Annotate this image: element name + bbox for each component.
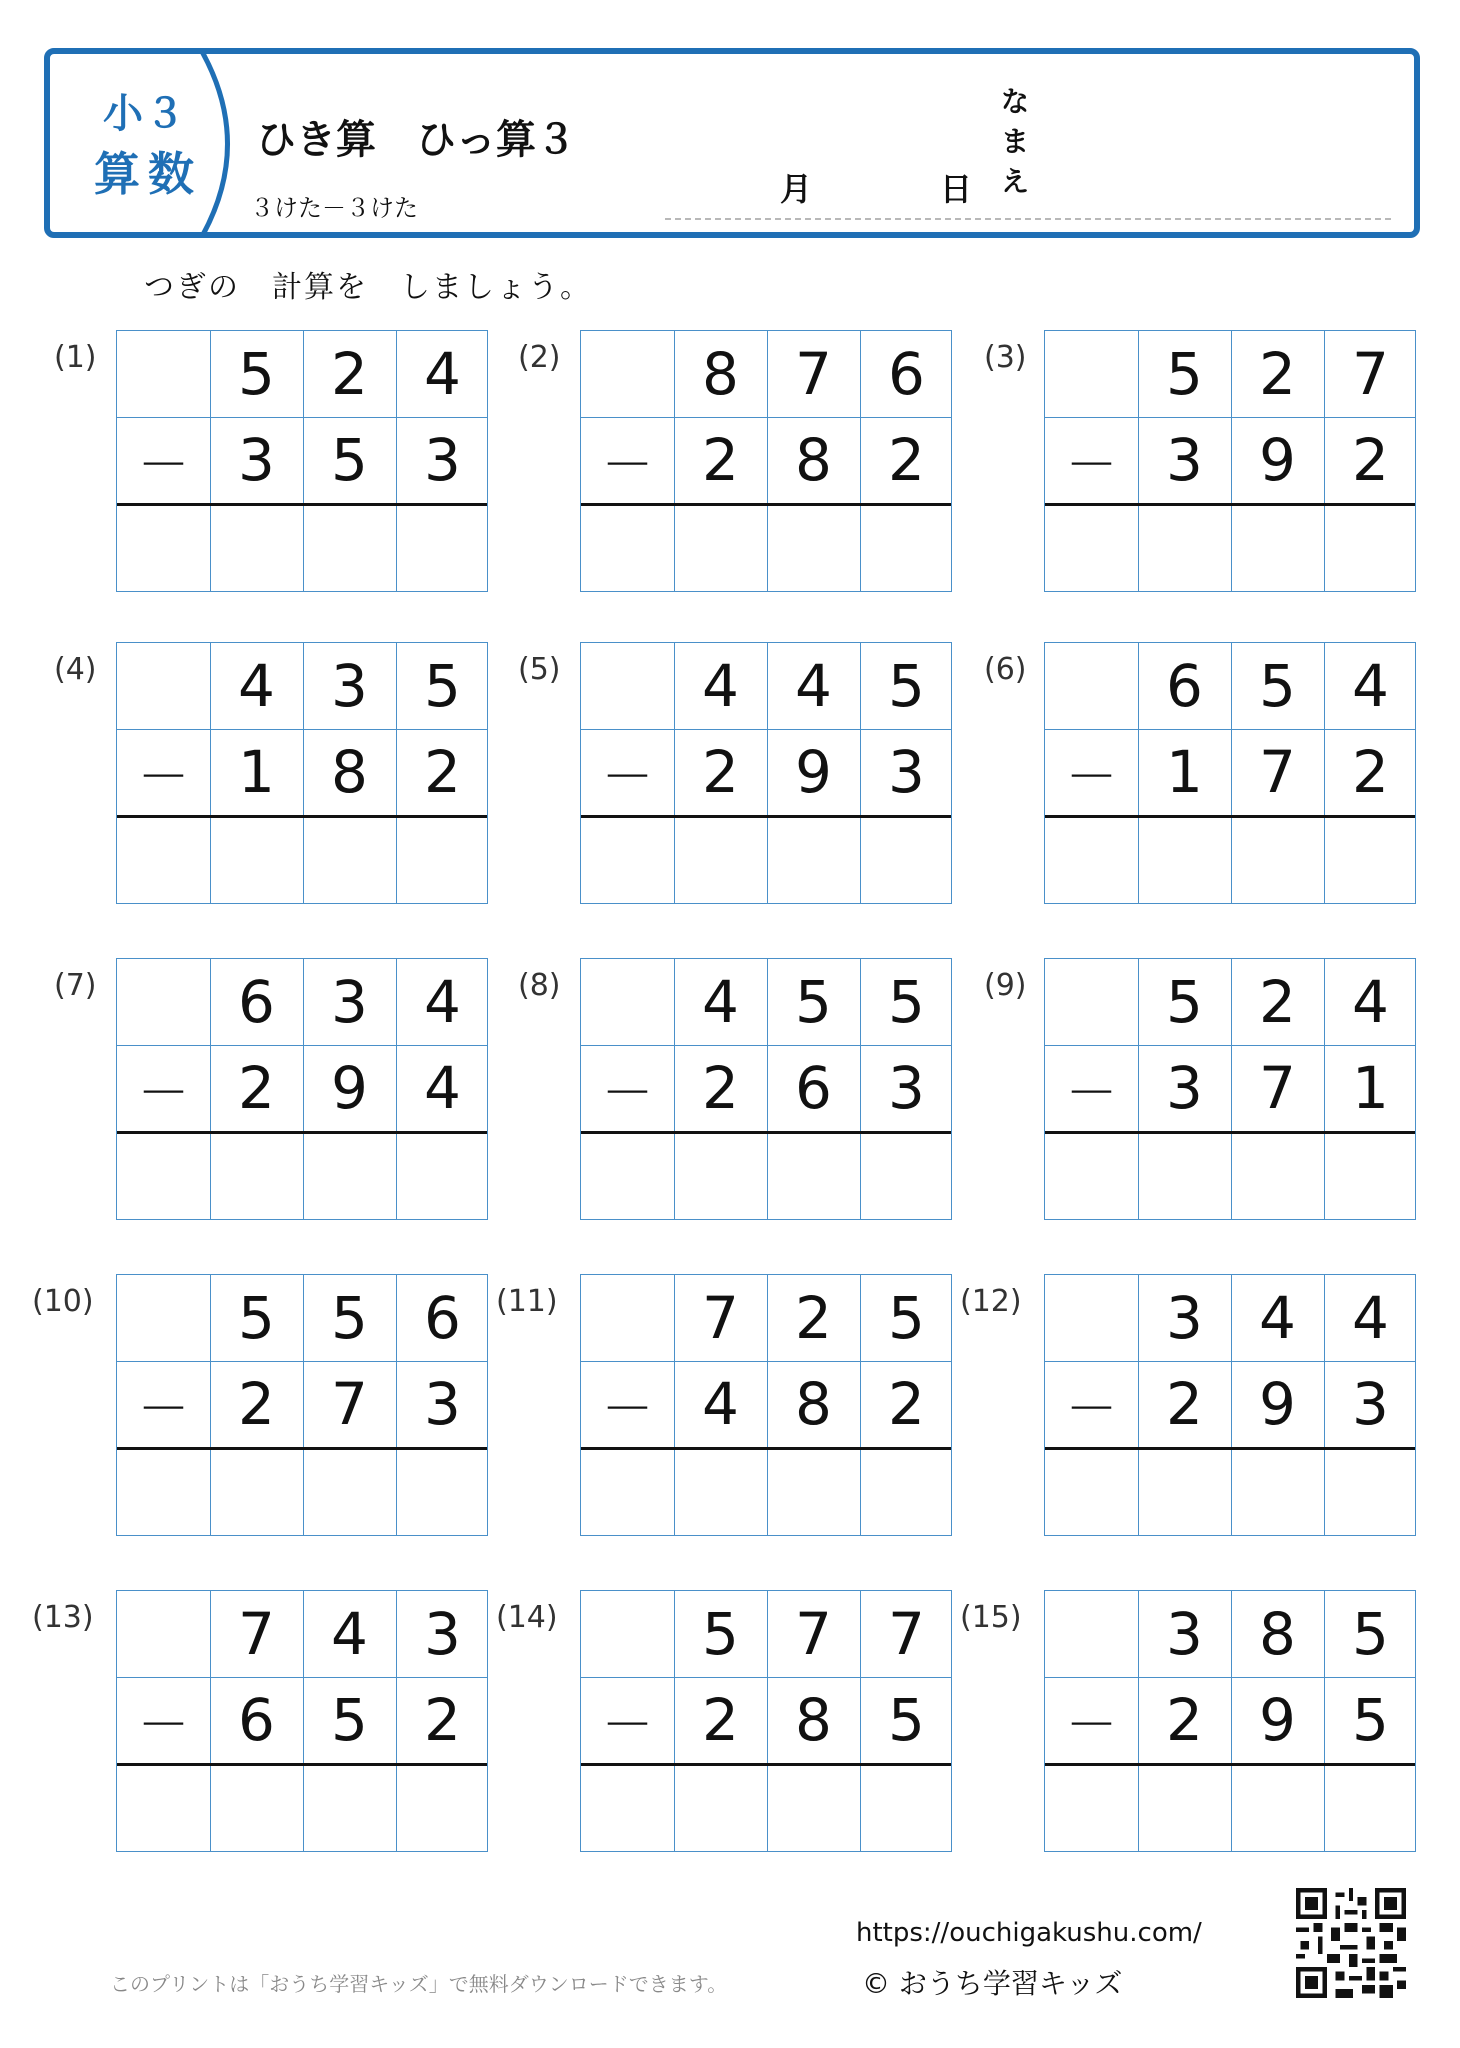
name-write-line	[665, 218, 1391, 220]
problem-number: (12)	[960, 1284, 1022, 1319]
subtrahend-digit: 5	[331, 426, 368, 494]
answer-cell[interactable]	[581, 817, 674, 903]
minuend-digit: 4	[1352, 968, 1389, 1036]
problem-number: (5)	[518, 652, 561, 687]
subtrahend-digit: 1	[1166, 738, 1203, 806]
footer-note: このプリントは「おうち学習キッズ」で無料ダウンロードできます。	[110, 1972, 728, 1996]
answer-cell[interactable]	[767, 1765, 860, 1851]
subtrahend-digit: 3	[888, 738, 925, 806]
problem-grid	[116, 1274, 488, 1536]
answer-cell[interactable]	[581, 505, 674, 591]
subtrahend-digit: 2	[702, 738, 739, 806]
month-label: 月	[780, 170, 813, 208]
minuend-digit: 4	[702, 652, 739, 720]
minuend-digit: 7	[795, 340, 832, 408]
answer-cell[interactable]	[860, 1133, 953, 1219]
subtrahend-digit: 2	[702, 426, 739, 494]
minuend-digit: 5	[238, 1284, 275, 1352]
answer-cell[interactable]	[1324, 1133, 1417, 1219]
answer-cell[interactable]	[1324, 505, 1417, 591]
answer-cell[interactable]	[303, 1449, 396, 1535]
subtrahend-digit: 2	[888, 1370, 925, 1438]
minuend-digit: 6	[1166, 652, 1203, 720]
qr-code-icon	[1296, 1888, 1406, 1998]
minuend-digit: 5	[888, 652, 925, 720]
grade-label: 小３	[103, 91, 187, 137]
answer-cell[interactable]	[767, 1449, 860, 1535]
minuend-digit: 7	[238, 1600, 275, 1668]
minuend-digit: 5	[424, 652, 461, 720]
problem-grid	[1044, 1590, 1416, 1852]
subtrahend-digit: 1	[238, 738, 275, 806]
minuend-digit: 7	[1352, 340, 1389, 408]
problem-grid	[580, 958, 952, 1220]
minuend-digit: 6	[888, 340, 925, 408]
subtrahend-digit: 8	[795, 426, 832, 494]
minuend-digit: 4	[1259, 1284, 1296, 1352]
subtrahend-digit: 2	[702, 1054, 739, 1122]
minuend-digit: 4	[702, 968, 739, 1036]
answer-cell[interactable]	[860, 1449, 953, 1535]
answer-cell[interactable]	[396, 1765, 489, 1851]
subtrahend-digit: 3	[238, 426, 275, 494]
name-label-char: な	[1000, 85, 1029, 118]
problem-grid	[580, 330, 952, 592]
answer-cell[interactable]	[767, 505, 860, 591]
answer-cell[interactable]	[674, 1133, 767, 1219]
subtrahend-digit: 2	[1352, 426, 1389, 494]
problem-number: (4)	[54, 652, 97, 687]
answer-cell[interactable]	[1138, 1449, 1231, 1535]
subtrahend-digit: 1	[1352, 1054, 1389, 1122]
minuend-digit: 3	[424, 1600, 461, 1668]
minuend-digit: 4	[1352, 652, 1389, 720]
subtrahend-digit: 2	[1166, 1686, 1203, 1754]
minuend-digit: 6	[238, 968, 275, 1036]
subtrahend-digit: 3	[1166, 1054, 1203, 1122]
minuend-digit: 5	[331, 1284, 368, 1352]
minuend-digit: 6	[424, 1284, 461, 1352]
minuend-digit: 5	[1259, 652, 1296, 720]
problem-grid	[116, 642, 488, 904]
day-label: 日	[940, 170, 973, 208]
problem-7	[54, 958, 488, 1220]
minus-sign: －	[1065, 1379, 1118, 1440]
minus-sign: －	[1065, 435, 1118, 496]
name-label-char: え	[1000, 165, 1029, 198]
answer-cell[interactable]	[1324, 1765, 1417, 1851]
minuend-digit: 5	[238, 340, 275, 408]
problem-number: (1)	[54, 340, 97, 375]
minus-sign: －	[1065, 1063, 1118, 1124]
answer-cell[interactable]	[1138, 1765, 1231, 1851]
minuend-digit: 3	[1166, 1600, 1203, 1668]
minuend-digit: 2	[1259, 968, 1296, 1036]
problem-14	[496, 1590, 952, 1852]
subtrahend-digit: 8	[331, 738, 368, 806]
answer-cell[interactable]	[860, 817, 953, 903]
answer-cell[interactable]	[210, 817, 303, 903]
answer-cell[interactable]	[1231, 1449, 1324, 1535]
subtrahend-digit: 7	[1259, 1054, 1296, 1122]
minus-sign: －	[137, 1379, 190, 1440]
answer-cell[interactable]	[581, 1449, 674, 1535]
subtrahend-digit: 3	[1166, 426, 1203, 494]
problem-number: (13)	[32, 1600, 94, 1635]
subtrahend-digit: 3	[424, 426, 461, 494]
subtrahend-digit: 2	[1352, 738, 1389, 806]
answer-cell[interactable]	[210, 505, 303, 591]
minuend-digit: 4	[424, 968, 461, 1036]
answer-cell[interactable]	[1324, 1449, 1417, 1535]
minuend-digit: 4	[424, 340, 461, 408]
answer-cell[interactable]	[117, 505, 210, 591]
minuend-digit: 8	[1259, 1600, 1296, 1668]
minuend-digit: 3	[331, 652, 368, 720]
subtrahend-digit: 3	[424, 1370, 461, 1438]
subtrahend-digit: 2	[238, 1054, 275, 1122]
minuend-digit: 2	[795, 1284, 832, 1352]
problem-number: (11)	[496, 1284, 558, 1319]
subtrahend-digit: 2	[702, 1686, 739, 1754]
problem-1	[54, 330, 488, 592]
answer-cell[interactable]	[396, 817, 489, 903]
answer-cell[interactable]	[1324, 817, 1417, 903]
answer-cell[interactable]	[396, 505, 489, 591]
name-label	[998, 82, 1032, 202]
minuend-digit: 5	[702, 1600, 739, 1668]
answer-cell[interactable]	[1138, 505, 1231, 591]
minuend-digit: 4	[795, 652, 832, 720]
problem-6	[984, 642, 1416, 904]
problem-grid	[580, 1274, 952, 1536]
subtrahend-digit: 8	[795, 1370, 832, 1438]
subtrahend-digit: 2	[1166, 1370, 1203, 1438]
site-url-link[interactable]: https://ouchigakushu.com/	[856, 1918, 1202, 1948]
answer-cell[interactable]	[303, 817, 396, 903]
answer-cell[interactable]	[396, 1133, 489, 1219]
minuend-digit: 2	[331, 340, 368, 408]
minuend-digit: 3	[331, 968, 368, 1036]
subtrahend-digit: 6	[795, 1054, 832, 1122]
page-title: ひき算 ひっ算３	[256, 117, 576, 163]
problem-11	[496, 1274, 952, 1536]
minus-sign: －	[137, 1695, 190, 1756]
minus-sign: －	[601, 1063, 654, 1124]
copyright-text: © おうち学習キッズ	[862, 1967, 1123, 2000]
problem-grid	[1044, 330, 1416, 592]
subtrahend-digit: 2	[424, 1686, 461, 1754]
answer-cell[interactable]	[674, 1765, 767, 1851]
minus-sign: －	[601, 435, 654, 496]
subtrahend-digit: 5	[888, 1686, 925, 1754]
problem-number: (8)	[518, 968, 561, 1003]
problem-10	[32, 1274, 488, 1536]
subtrahend-digit: 2	[424, 738, 461, 806]
minuend-digit: 4	[1352, 1284, 1389, 1352]
subtrahend-digit: 9	[1259, 1370, 1296, 1438]
answer-cell[interactable]	[1045, 1765, 1138, 1851]
problem-12	[960, 1274, 1416, 1536]
subtrahend-digit: 6	[238, 1686, 275, 1754]
subtrahend-digit: 2	[888, 426, 925, 494]
minuend-digit: 5	[1166, 340, 1203, 408]
subtrahend-digit: 4	[702, 1370, 739, 1438]
answer-cell[interactable]	[1138, 1133, 1231, 1219]
minuend-digit: 7	[888, 1600, 925, 1668]
problem-9	[984, 958, 1416, 1220]
answer-cell[interactable]	[303, 505, 396, 591]
minus-sign: －	[137, 435, 190, 496]
problem-number: (7)	[54, 968, 97, 1003]
subtrahend-digit: 9	[795, 738, 832, 806]
name-label-char: ま	[1000, 125, 1029, 158]
subtrahend-digit: 9	[1259, 1686, 1296, 1754]
answer-cell[interactable]	[1231, 1133, 1324, 1219]
answer-cell[interactable]	[581, 1133, 674, 1219]
minus-sign: －	[601, 747, 654, 808]
subtrahend-digit: 7	[331, 1370, 368, 1438]
minuend-digit: 5	[888, 968, 925, 1036]
answer-cell[interactable]	[674, 1449, 767, 1535]
minuend-digit: 7	[795, 1600, 832, 1668]
answer-cell[interactable]	[117, 817, 210, 903]
problem-grid	[1044, 1274, 1416, 1536]
subject-label: 算数	[94, 147, 202, 201]
answer-cell[interactable]	[1231, 505, 1324, 591]
problem-number: (9)	[984, 968, 1027, 1003]
minus-sign: －	[137, 747, 190, 808]
problem-3	[984, 330, 1416, 592]
problem-number: (14)	[496, 1600, 558, 1635]
answer-cell[interactable]	[1231, 817, 1324, 903]
problem-grid	[116, 1590, 488, 1852]
subtrahend-digit: 7	[1259, 738, 1296, 806]
answer-cell[interactable]	[1045, 1449, 1138, 1535]
answer-cell[interactable]	[674, 817, 767, 903]
answer-cell[interactable]	[1231, 1765, 1324, 1851]
answer-cell[interactable]	[767, 1133, 860, 1219]
subtrahend-digit: 5	[1352, 1686, 1389, 1754]
subtrahend-digit: 8	[795, 1686, 832, 1754]
answer-cell[interactable]	[674, 505, 767, 591]
problem-5	[518, 642, 952, 904]
answer-cell[interactable]	[1045, 817, 1138, 903]
problem-number: (15)	[960, 1600, 1022, 1635]
subtrahend-digit: 9	[331, 1054, 368, 1122]
problem-grid	[580, 1590, 952, 1852]
minuend-digit: 5	[1166, 968, 1203, 1036]
page-subtitle: ３けた－３けた	[250, 194, 418, 222]
answer-cell[interactable]	[581, 1765, 674, 1851]
minuend-digit: 5	[888, 1284, 925, 1352]
answer-cell[interactable]	[303, 1765, 396, 1851]
minuend-digit: 5	[1352, 1600, 1389, 1668]
problem-8	[518, 958, 952, 1220]
minuend-digit: 7	[702, 1284, 739, 1352]
subtrahend-digit: 5	[331, 1686, 368, 1754]
minuend-digit: 4	[331, 1600, 368, 1668]
problem-number: (10)	[32, 1284, 94, 1319]
subtrahend-digit: 3	[1352, 1370, 1389, 1438]
problem-13	[32, 1590, 488, 1852]
subtrahend-digit: 9	[1259, 426, 1296, 494]
minuend-digit: 2	[1259, 340, 1296, 408]
answer-cell[interactable]	[1138, 817, 1231, 903]
instruction-text: つぎの 計算を しましょう。	[144, 270, 592, 305]
problem-15	[960, 1590, 1416, 1852]
answer-cell[interactable]	[860, 505, 953, 591]
answer-cell[interactable]	[117, 1133, 210, 1219]
answer-cell[interactable]	[767, 817, 860, 903]
answer-cell[interactable]	[1045, 505, 1138, 591]
answer-cell[interactable]	[210, 1133, 303, 1219]
problem-number: (3)	[984, 340, 1027, 375]
answer-cell[interactable]	[1045, 1133, 1138, 1219]
answer-cell[interactable]	[210, 1765, 303, 1851]
answer-cell[interactable]	[210, 1449, 303, 1535]
problem-grid	[1044, 958, 1416, 1220]
subtrahend-digit: 3	[888, 1054, 925, 1122]
minuend-digit: 5	[795, 968, 832, 1036]
minus-sign: －	[1065, 1695, 1118, 1756]
minus-sign: －	[137, 1063, 190, 1124]
minus-sign: －	[1065, 747, 1118, 808]
problem-2	[518, 330, 952, 592]
problem-grid	[1044, 642, 1416, 904]
answer-cell[interactable]	[303, 1133, 396, 1219]
minuend-digit: 3	[1166, 1284, 1203, 1352]
problem-grid	[580, 642, 952, 904]
answer-cell[interactable]	[117, 1449, 210, 1535]
problem-grid	[116, 958, 488, 1220]
minus-sign: －	[601, 1379, 654, 1440]
problem-number: (2)	[518, 340, 561, 375]
minuend-digit: 4	[238, 652, 275, 720]
minuend-digit: 8	[702, 340, 739, 408]
subtrahend-digit: 4	[424, 1054, 461, 1122]
minus-sign: －	[601, 1695, 654, 1756]
answer-cell[interactable]	[860, 1765, 953, 1851]
subtrahend-digit: 2	[238, 1370, 275, 1438]
answer-cell[interactable]	[117, 1765, 210, 1851]
problem-4	[54, 642, 488, 904]
problem-number: (6)	[984, 652, 1027, 687]
problem-grid	[116, 330, 488, 592]
answer-cell[interactable]	[396, 1449, 489, 1535]
